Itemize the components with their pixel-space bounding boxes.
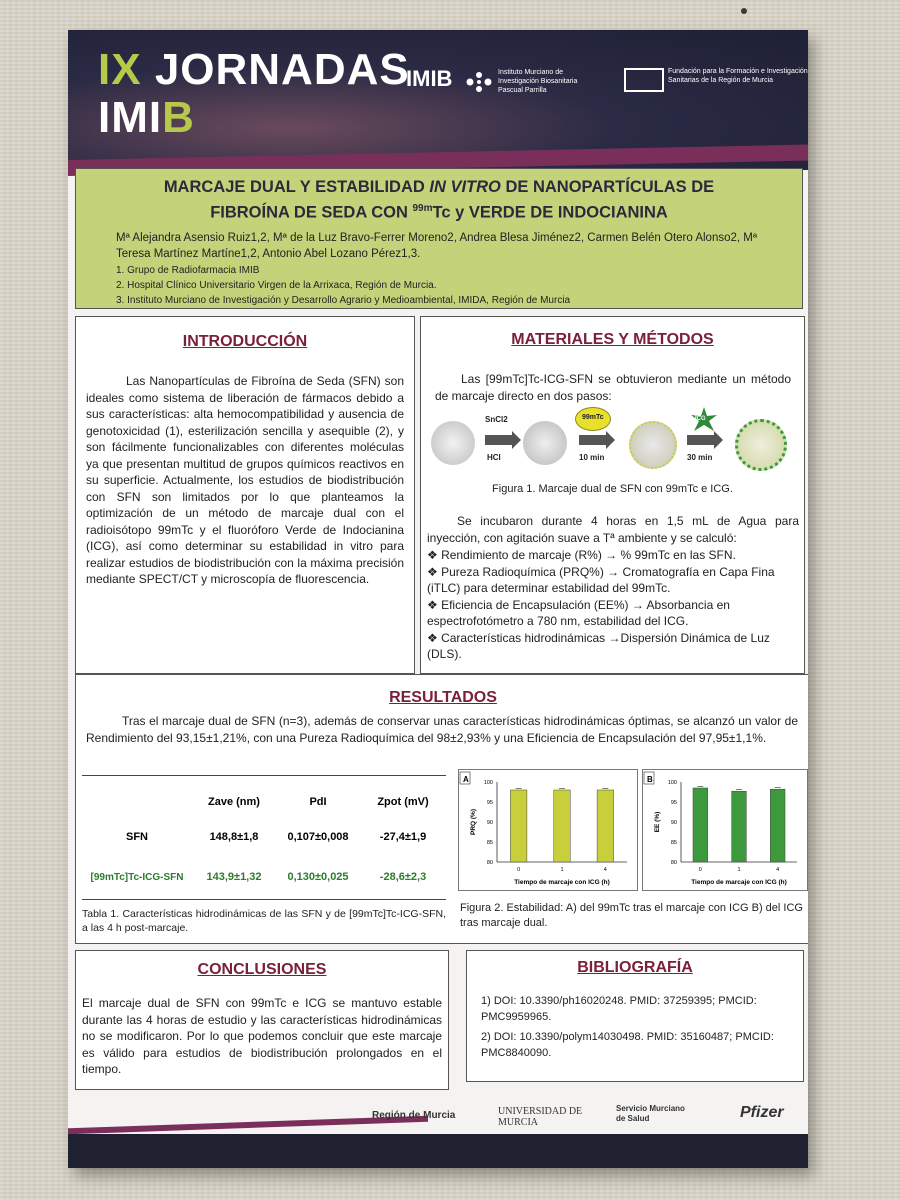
table-cell: 0,107±0,008 (287, 831, 349, 843)
affiliation-item: 2. Hospital Clínico Universitario Virgen de la Arrixaca, Región de Murcia. (116, 280, 437, 291)
poster-footer (68, 1090, 808, 1168)
x-axis-label: Tiempo de marcaje con ICG (h) (514, 879, 610, 886)
event-title-b: B (162, 93, 195, 142)
table-divider (82, 899, 446, 900)
bar (510, 790, 526, 862)
thumbtack (741, 8, 747, 14)
title-box (75, 168, 803, 309)
time-30min-label: 30 min (687, 453, 713, 462)
table-row (82, 817, 446, 857)
sncl2-label: SnCl2 (485, 415, 508, 424)
chart-b (642, 769, 808, 891)
bar (732, 791, 747, 862)
conclusions-heading: CONCLUSIONES (197, 961, 327, 978)
affiliations (116, 263, 786, 308)
ffis-logo-mark (624, 68, 664, 92)
table-header: Zpot (mV) (377, 796, 429, 808)
y-tick-label: 85 (670, 840, 677, 846)
results-panel (75, 674, 808, 944)
methods-bullets (427, 547, 799, 663)
title-line2-sup: 99m (412, 203, 433, 214)
table-row (82, 857, 446, 897)
hcl-label: HCl (487, 453, 501, 462)
scientific-poster (68, 30, 808, 1168)
icg-label: ICG (695, 416, 706, 422)
y-tick-label: 95 (670, 800, 677, 806)
bullet-item: ❖ Eficiencia de Encapsulación (EE%) → Absorbancia en espectrofotómetro a 780 nm, estabilidad del ICG. (427, 597, 730, 628)
sfn-particle (431, 421, 475, 465)
arrow-icon (579, 435, 607, 445)
event-title-jornadas: JORNADAS (154, 45, 410, 94)
imib-logo-text: IMIB (406, 66, 453, 91)
bullet-item: ❖ Rendimiento de marcaje (R%) → % 99mTc en las SFN. (427, 548, 736, 562)
event-title-ix: IX (98, 45, 142, 94)
methods-heading: MATERIALES Y MÉTODOS (511, 331, 714, 348)
molecule-icon (464, 70, 494, 94)
x-tick-label: 1 (560, 867, 564, 873)
incubation-text: Se incubaron durante 4 horas en 1,5 mL de Agua para inyección, con agitación suave a Tª ambiente y se calculó: (427, 514, 799, 545)
tc99m-label: 99mTc (582, 414, 604, 421)
imib-full-name: Instituto Murciano de Investigación Biosanitaria Pascual Parrilla (498, 69, 578, 94)
affiliation-item: 3. Instituto Murciano de Investigación y Desarrollo Agrario y Medioambiental, IMIDA, Región de Murcia (116, 295, 571, 306)
affiliation-item: 1. Grupo de Radiofarmacia IMIB (116, 265, 260, 276)
y-tick-label: 80 (670, 860, 677, 866)
chart-a-svg (459, 770, 637, 890)
title-line2-a: FIBROÍNA DE SEDA CON (210, 203, 413, 222)
x-tick-label: 0 (698, 867, 702, 873)
table-header: PdI (309, 796, 327, 808)
poster-header (68, 30, 808, 170)
authors: Mª Alejandra Asensio Ruiz1,2, Mª de la Luz Bravo-Ferrer Moreno2, Andrea Blesa Jiménez2, Carmen Belén Otero Alonso2, Mª Teresa Martínez Martíne1,2, Antonio Abel Lozano Pérez1,3. (116, 232, 758, 260)
bullet-item: ❖ Características hidrodinámicas →Dispersión Dinámica de Luz (DLS). (427, 630, 770, 661)
sponsor-servicio-murciano-salud: Servicio Murciano de Salud (616, 1104, 685, 1123)
bullet-item: ❖ Pureza Radioquímica (PRQ%) → Cromatografía en Capa Fina (iTLC) para determinar estabilidad del 99mTc. (427, 564, 775, 595)
y-tick-label: 90 (670, 820, 677, 826)
panel-letter: B (647, 775, 653, 784)
bibliography-panel (466, 950, 804, 1082)
sponsor-region-murcia: Región de Murcia (372, 1110, 456, 1121)
table-cell: 148,8±1,8 (209, 831, 259, 843)
arrow-icon (687, 435, 715, 445)
x-tick-label: 4 (603, 867, 607, 873)
table-cell: -27,4±1,9 (379, 831, 427, 843)
table-cell: [99mTc]Tc-ICG-SFN (90, 871, 184, 883)
bibliography-item: 1) DOI: 10.3390/ph16020248. PMID: 37259395; PMCID: PMC9959965. (481, 995, 757, 1023)
conclusions-panel (75, 950, 449, 1090)
table-header: Zave (nm) (208, 796, 260, 808)
bibliography-heading: BIBLIOGRAFÍA (577, 959, 693, 976)
sponsor-universidad-murcia: UNIVERSIDAD DE MURCIA (498, 1106, 583, 1128)
footer-dark-band (68, 1134, 808, 1168)
tc99m-badge (575, 407, 611, 431)
title-line1-c: DE NANOPARTÍCULAS DE (500, 178, 715, 196)
table-cell: 0,130±0,025 (287, 871, 349, 883)
x-axis-label: Tiempo de marcaje con ICG (h) (691, 879, 787, 886)
introduction-panel (75, 316, 415, 674)
table-cell: -28,6±2,3 (379, 871, 427, 883)
title-line2-b: Tc y VERDE DE INDOCIANINA (432, 203, 668, 222)
chart-a (458, 769, 638, 891)
results-text: Tras el marcaje dual de SFN (n=3), además de conservar unas características hidrodinámicas óptimas, se alcanzó un valor de Rendimiento del 93,15±1,21%, con una Pureza Radioquímica del 98±2,93% y una Eficiencia de Encapsulación del 97,95±1,1%. (86, 714, 798, 745)
conclusions-text: El marcaje dual de SFN con 99mTc e ICG se mantuvo estable durante las 4 horas de estudio y las características hidrodinámicas no se modificaron. Por lo que podemos concluir que este marcaje es válido para estudios de biodistribución prolongados en el tiempo. (82, 996, 442, 1076)
title-line1-a: MARCAJE DUAL Y ESTABILIDAD (163, 178, 430, 196)
imib-logo (406, 66, 578, 94)
x-tick-label: 4 (776, 867, 780, 873)
dual-labeled-sfn-particle (735, 419, 787, 471)
title-line1-italic: IN VITRO (429, 178, 501, 196)
bar (770, 789, 785, 862)
table-caption: Tabla 1. Características hidrodinámicas de las SFN y de [99mTc]Tc-ICG-SFN, a las 4 h post-marcaje. (82, 908, 446, 934)
figure2-caption: Figura 2. Estabilidad: A) del 99mTc tras el marcaje con ICG B) del ICG tras marcaje dual. (460, 902, 803, 929)
y-tick-label: 85 (486, 840, 493, 846)
bar (597, 790, 613, 862)
chart-b-svg (643, 770, 807, 890)
table-header-row (82, 787, 446, 817)
y-tick-label: 100 (667, 780, 677, 786)
ffis-full-name: Fundación para la Formación e Investigación Sanitarias de la Región de Murcia (668, 68, 808, 84)
introduction-text: Las Nanopartículas de Fibroína de Seda (SFN) son ideales como sistema de liberación de fármacos debido a sus características: alta hemocompatibilidad y ausencia de genotoxicidad (1), esterilización sencilla y asequible (2), y son fácilmente funcionalizables con diferentes moléculas ya que presentan multitud de grupos químicos reactivos en su superficie. Actualmente, los estudios de biodistribución con SFN son limitados por lo que planteamos la optimización de un método de marcaje dual con el radioisótopo 99mTc y el fluoróforo Verde de Indocianina (ICG), así como determinar su estabilidad in vitro para realizar estudios de biodistribución con la máxima precisión mediante SPECT/CT y microscopía de fluorescencia. (86, 374, 404, 586)
arrow-icon (485, 435, 513, 445)
table-header (82, 787, 192, 817)
panel-letter: A (463, 775, 469, 784)
figure1-caption: Figura 1. Marcaje dual de SFN con 99mTc e ICG. (492, 483, 733, 495)
time-10min-label: 10 min (579, 453, 605, 462)
sponsor-pfizer: Pfizer (740, 1104, 784, 1121)
introduction-heading: INTRODUCCIÓN (182, 333, 308, 350)
tc-labeled-sfn-particle (629, 421, 677, 469)
y-tick-label: 95 (486, 800, 493, 806)
x-tick-label: 1 (737, 867, 741, 873)
methods-panel (420, 316, 805, 674)
labeling-diagram (429, 407, 793, 475)
table-divider (82, 775, 446, 776)
y-axis-label: EE (%) (654, 811, 661, 833)
bibliography-item: 2) DOI: 10.3390/polym14030498. PMID: 35160487; PMCID: PMC8840090. (481, 1031, 774, 1059)
bar (693, 788, 708, 862)
poster-title (76, 177, 802, 224)
bar (554, 790, 570, 862)
reduced-sfn-particle (523, 421, 567, 465)
table-cell: 143,9±1,32 (206, 871, 262, 883)
event-title (98, 46, 410, 142)
table-cell: SFN (126, 831, 148, 843)
event-title-imi: IMI (98, 93, 163, 142)
y-tick-label: 90 (486, 820, 493, 826)
methods-intro: Las [99mTc]Tc-ICG-SFN se obtuvieron mediante un método de marcaje directo en dos pasos: (435, 372, 791, 403)
y-tick-label: 80 (486, 860, 493, 866)
y-axis-label: PRQ (%) (470, 809, 477, 835)
x-tick-label: 0 (517, 867, 521, 873)
results-heading: RESULTADOS (389, 689, 497, 706)
results-table (82, 787, 446, 897)
y-tick-label: 100 (483, 780, 493, 786)
